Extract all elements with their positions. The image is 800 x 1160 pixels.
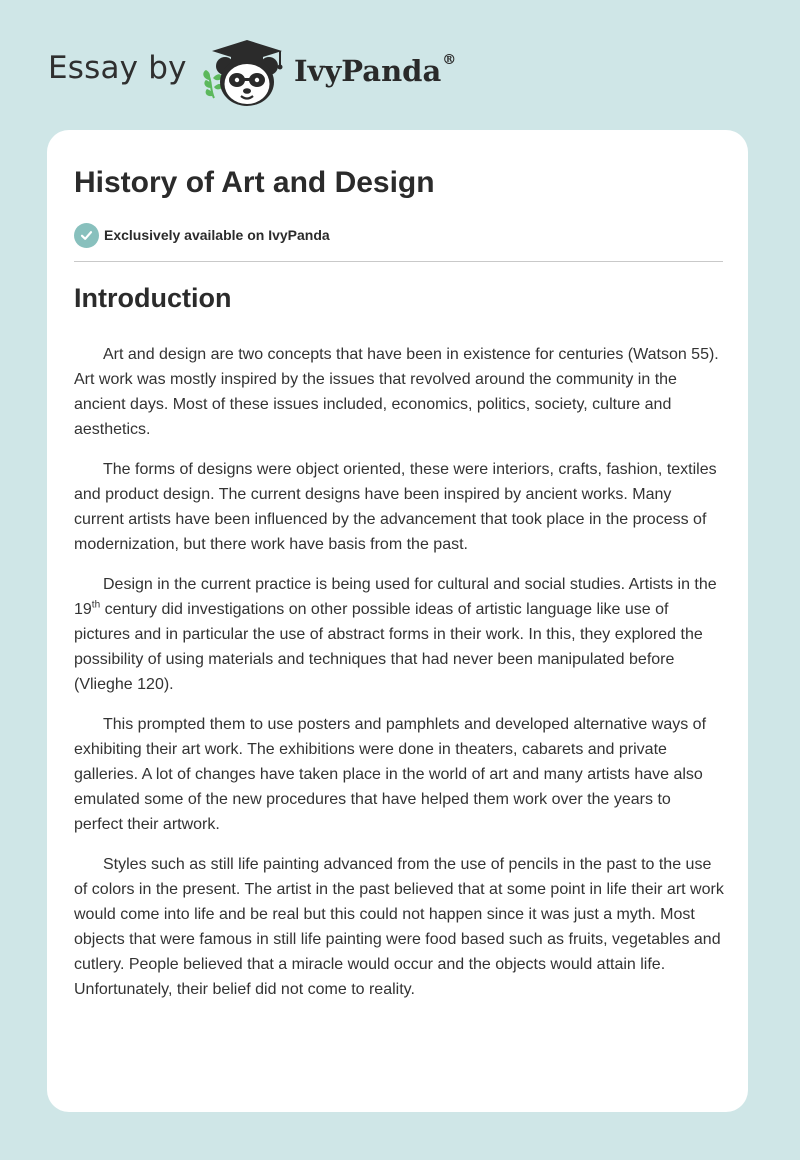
paragraph-4: This prompted them to use posters and pamphlets and developed alternative ways of exhibiting their art work. The exhibitions were done in theaters, cabarets and private galleries. A lot of changes have taken place in the world of art and many artists have also emulated some of the new procedures that have helped them work over the years to perfect their artwork. <box>74 716 707 833</box>
brand-name <box>294 54 456 88</box>
panda-logo-icon[interactable] <box>200 36 296 108</box>
checkmark-circle-icon <box>74 223 99 248</box>
essay-body <box>74 342 724 1017</box>
paragraph-3 <box>74 572 724 697</box>
paragraph-2: The forms of designs were object oriented, these were interiors, crafts, fashion, textiles and product design. The current designs have been inspired by ancient works. Many current artists have been influenced by the advancement that took place in the process of modernization, but there work have basis from the past. <box>74 461 717 553</box>
page-title: History of Art and Design <box>74 166 435 199</box>
essay-by-label: Essay by <box>48 50 187 86</box>
section-heading-introduction: Introduction <box>74 283 232 313</box>
registered-mark: ® <box>442 52 457 68</box>
essay-card <box>47 130 748 1112</box>
exclusive-badge <box>74 222 330 248</box>
paragraph-3-before-sup: Design in the current practice is being used for cultural and social studies. Artists in the 19 <box>74 576 717 618</box>
site-header <box>48 36 548 116</box>
exclusive-label: Exclusively available on IvyPanda <box>104 227 330 243</box>
ordinal-superscript: th <box>91 599 101 611</box>
paragraph-3-after-sup: century did investigations on other possible ideas of artistic language like use of pictures and in particular the use of abstract forms in their work. In this, they explored the possibility of using materials and techniques that had never been manipulated before (Vlieghe 120). <box>74 601 703 693</box>
brand-name-text: IvyPanda <box>294 54 442 88</box>
paragraph-5: Styles such as still life painting advanced from the use of pencils in the past to the use of colors in the present. The artist in the past believed that at some point in life their art work would come into life and be real but this could not happen since it was just a myth. Most objects that were famous in still life painting were food based such as fruits, vegetables and cutlery. People believed that a miracle would occur and the objects would attain life. Unfortunately, their belief did not come to reality. <box>74 856 724 998</box>
paragraph-1: Art and design are two concepts that have been in existence for centuries (Watson 55). Art work was mostly inspired by the issues that revolved around the community in the ancient days. Most of these issues included, economics, politics, society, culture and aesthetics. <box>74 346 719 438</box>
divider <box>74 261 723 262</box>
